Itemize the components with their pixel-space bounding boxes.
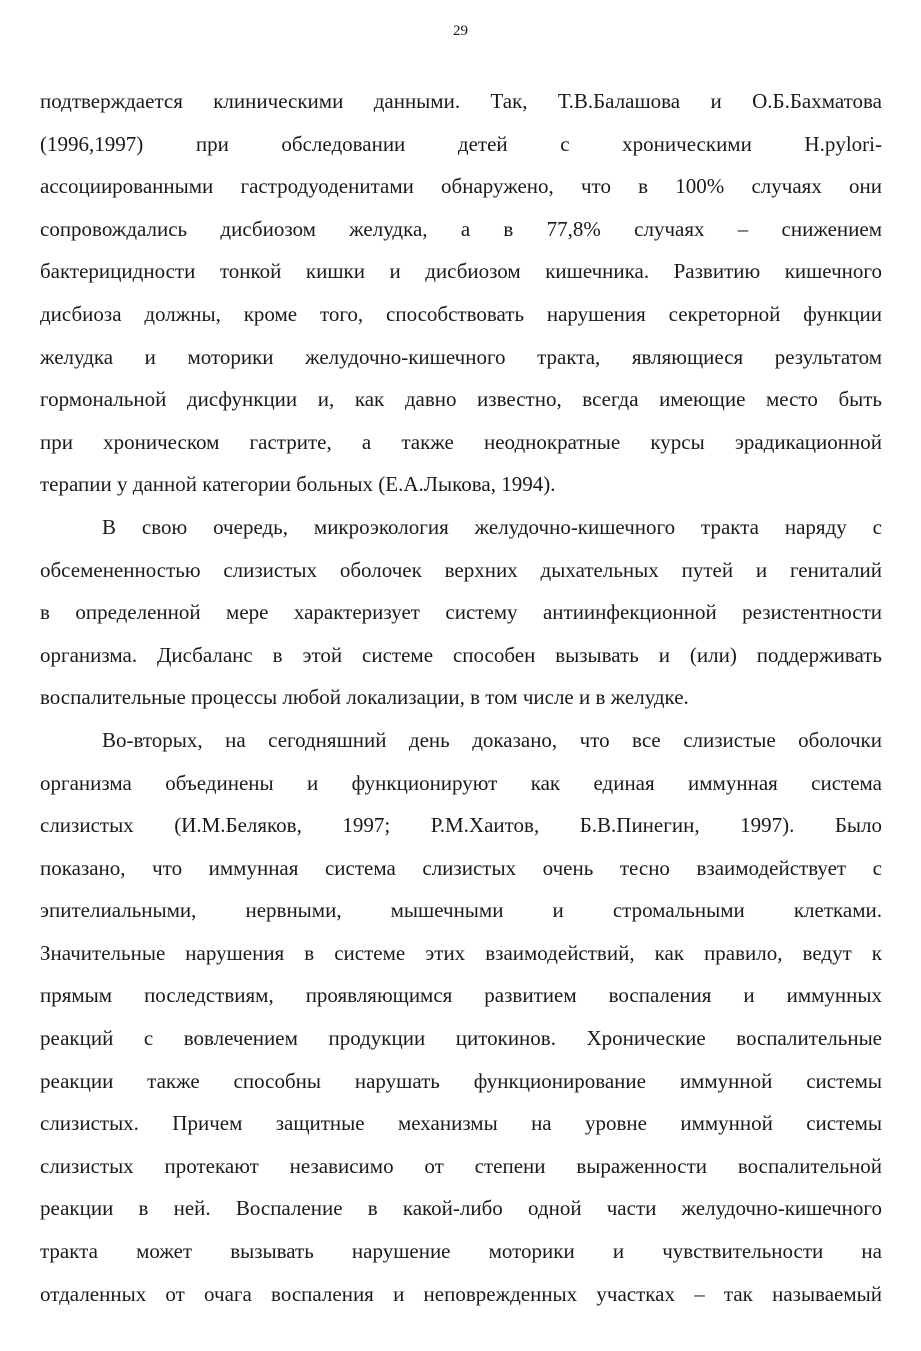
text-line: желудка и моторики желудочно-кишечного тракта, являющиеся результатом [40,344,882,369]
text-line: тракта может вызывать нарушение моторики и чувствительности на [40,1239,882,1264]
text-line: организма. Дисбаланс в этой системе способен вызывать и (или) поддерживать [40,642,882,667]
text-line: эпителиальными, нервными, мышечными и стромальными клетками. [40,898,882,923]
text-line: отдаленных от очага воспаления и неповрежденных участках – так называемый [40,1281,882,1306]
text-line: дисбиоза должны, кроме того, способствовать нарушения секреторной функции [40,301,882,326]
text-line: показано, что иммунная система слизистых очень тесно взаимодействует с [40,855,882,880]
text-line: В свою очередь, микроэкология желудочно-кишечного тракта наряду с [102,514,882,539]
text-line: сопровождались дисбиозом желудка, а в 77,8% случаях – снижением [40,216,882,241]
page-number: 29 [453,23,468,39]
paragraph [40,506,882,719]
text-line: слизистых (И.М.Беляков, 1997; Р.М.Хаитов, Б.В.Пинегин, 1997). Было [40,813,882,838]
text-line: терапии у данной категории больных (Е.А.Лыкова, 1994). [40,472,556,497]
text-line: слизистых. Причем защитные механизмы на уровне иммунной системы [40,1111,882,1136]
text-line: в определенной мере характеризует систему антиинфекционной резистентности [40,600,882,625]
text-line: ассоциированными гастродуоденитами обнаружено, что в 100% случаях они [40,174,882,199]
paragraph [40,719,882,1315]
text-line: организма объединены и функционируют как единая иммунная система [40,770,882,795]
text-line: бактерицидности тонкой кишки и дисбиозом кишечника. Развитию кишечного [40,259,882,284]
text-line: реакции в ней. Воспаление в какой-либо одной части желудочно-кишечного [40,1196,882,1221]
text-line: обсемененностью слизистых оболочек верхних дыхательных путей и гениталий [40,557,882,582]
text-line: Во-вторых, на сегодняшний день доказано, что все слизистые оболочки [102,727,882,752]
text-line: реакций с вовлечением продукции цитокинов. Хронические воспалительные [40,1026,882,1051]
text-line: слизистых протекают независимо от степени выраженности воспалительной [40,1153,882,1178]
text-line: (1996,1997) при обследовании детей с хроническими H.pylori- [40,131,882,156]
page-body [40,80,882,1315]
text-line: при хроническом гастрите, а также неоднократные курсы эрадикационной [40,429,882,454]
text-line: гормональной дисфункции и, как давно известно, всегда имеющие место быть [40,387,882,412]
text-line: Значительные нарушения в системе этих взаимодействий, как правило, ведут к [40,940,882,965]
text-line: подтверждается клиническими данными. Так, Т.В.Балашова и О.Б.Бахматова [40,89,882,113]
text-line: воспалительные процессы любой локализации, в том числе и в желудке. [40,685,689,710]
text-line: реакции также способны нарушать функционирование иммунной системы [40,1068,882,1093]
paragraph [40,80,882,506]
text-line: прямым последствиям, проявляющимся развитием воспаления и иммунных [40,983,882,1008]
